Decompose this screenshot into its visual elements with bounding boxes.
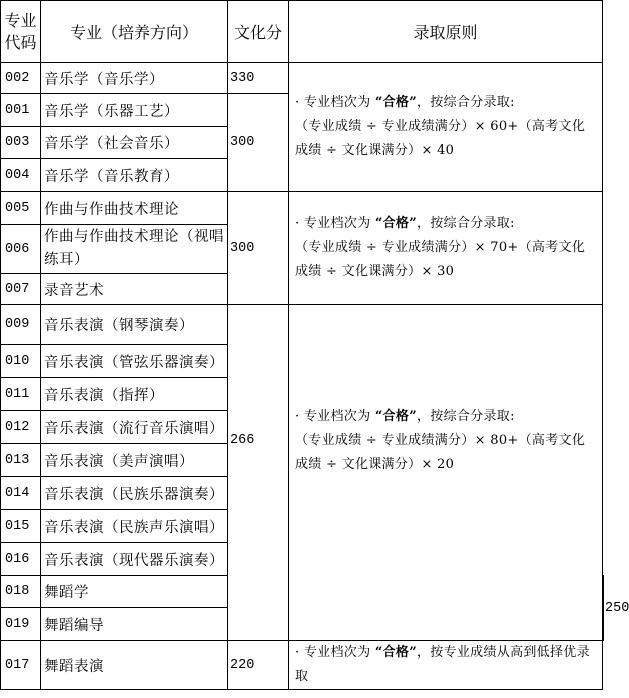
rule-prefix: · 专业档次为 [295,645,375,660]
major-code: 018 [1,576,41,608]
header-row [1,1,604,63]
rule-prefix: · 专业档次为 [295,216,375,231]
major-code: 009 [1,305,41,345]
major-code: 011 [1,378,41,411]
major-name: 作曲与作曲技术理论 [41,192,228,225]
major-code: 005 [1,192,41,225]
major-name: 音乐学（乐器工艺） [41,94,228,127]
major-code: 015 [1,510,41,543]
rule-qualified: “合格” [374,216,417,231]
header-major: 专业（培养方向） [41,1,228,63]
table-row [1,192,604,225]
culture-score: 330 [228,63,289,94]
major-code: 002 [1,63,41,94]
major-name: 音乐表演（现代器乐演奏） [41,543,228,576]
table-row [1,63,604,94]
major-name: 音乐学（音乐学） [41,63,228,94]
rule-suffix: ，按综合分录取: [416,95,515,110]
major-name: 录音艺术 [41,274,228,305]
rule-suffix: ，按综合分录取: [416,409,515,424]
rule-formula: （专业成绩 ÷ 专业成绩满分）× 60+（高考文化成绩 ÷ 文化课满分）× 40 [295,119,586,158]
major-name: 作曲与作曲技术理论（视唱练耳） [41,225,228,274]
rule-qualified: “合格” [374,645,417,660]
culture-score: 300 [228,94,289,192]
rule-suffix: ，按专业成绩从高到低择优录取 [295,645,590,684]
major-name: 音乐表演（民族乐器演奏） [41,477,228,510]
rule-prefix: · 专业档次为 [295,95,375,110]
culture-score: 300 [228,192,289,305]
rule-formula: （专业成绩 ÷ 专业成绩满分）× 70+（高考文化成绩 ÷ 文化课满分）× 30 [295,240,586,279]
major-code: 019 [1,608,41,641]
rule-qualified: “合格” [374,409,417,424]
admission-rule [289,305,603,641]
major-code: 003 [1,127,41,159]
major-code: 006 [1,225,41,274]
major-code: 017 [1,641,41,690]
major-name: 音乐表演（流行音乐演唱） [41,411,228,444]
rule-suffix: ，按综合分录取: [416,216,515,231]
admission-rule [289,63,603,192]
major-name: 音乐表演（民族声乐演唱） [41,510,228,543]
major-name: 舞蹈编导 [41,608,228,641]
culture-score: 250 [603,576,604,641]
header-rule: 录取原则 [289,1,603,63]
rule-formula: （专业成绩 ÷ 专业成绩满分）× 80+（高考文化成绩 ÷ 文化课满分）× 20 [295,433,586,472]
header-score: 文化分 [228,1,289,63]
header-code: 专业代码 [1,1,41,63]
major-code: 007 [1,274,41,305]
major-code: 001 [1,94,41,127]
major-name: 音乐学（社会音乐） [41,127,228,159]
table-row [1,641,604,690]
major-code: 012 [1,411,41,444]
major-name: 舞蹈表演 [41,641,228,690]
rule-qualified: “合格” [374,95,417,110]
table-row [1,305,604,345]
culture-score: 220 [228,641,289,690]
major-code: 004 [1,159,41,192]
culture-score [228,305,289,641]
major-name: 音乐学（音乐教育） [41,159,228,192]
major-name: 音乐表演（管弦乐器演奏） [41,345,228,378]
major-code: 016 [1,543,41,576]
major-name: 舞蹈学 [41,576,228,608]
culture-score-value: 266 [230,433,255,448]
major-code: 013 [1,444,41,477]
major-name: 音乐表演（指挥） [41,378,228,411]
major-name: 音乐表演（美声演唱） [41,444,228,477]
major-code: 010 [1,345,41,378]
admission-rule [289,192,603,305]
admission-rule [289,641,603,690]
major-name: 音乐表演（钢琴演奏） [41,305,228,345]
rule-prefix: · 专业档次为 [295,409,375,424]
major-code: 014 [1,477,41,510]
